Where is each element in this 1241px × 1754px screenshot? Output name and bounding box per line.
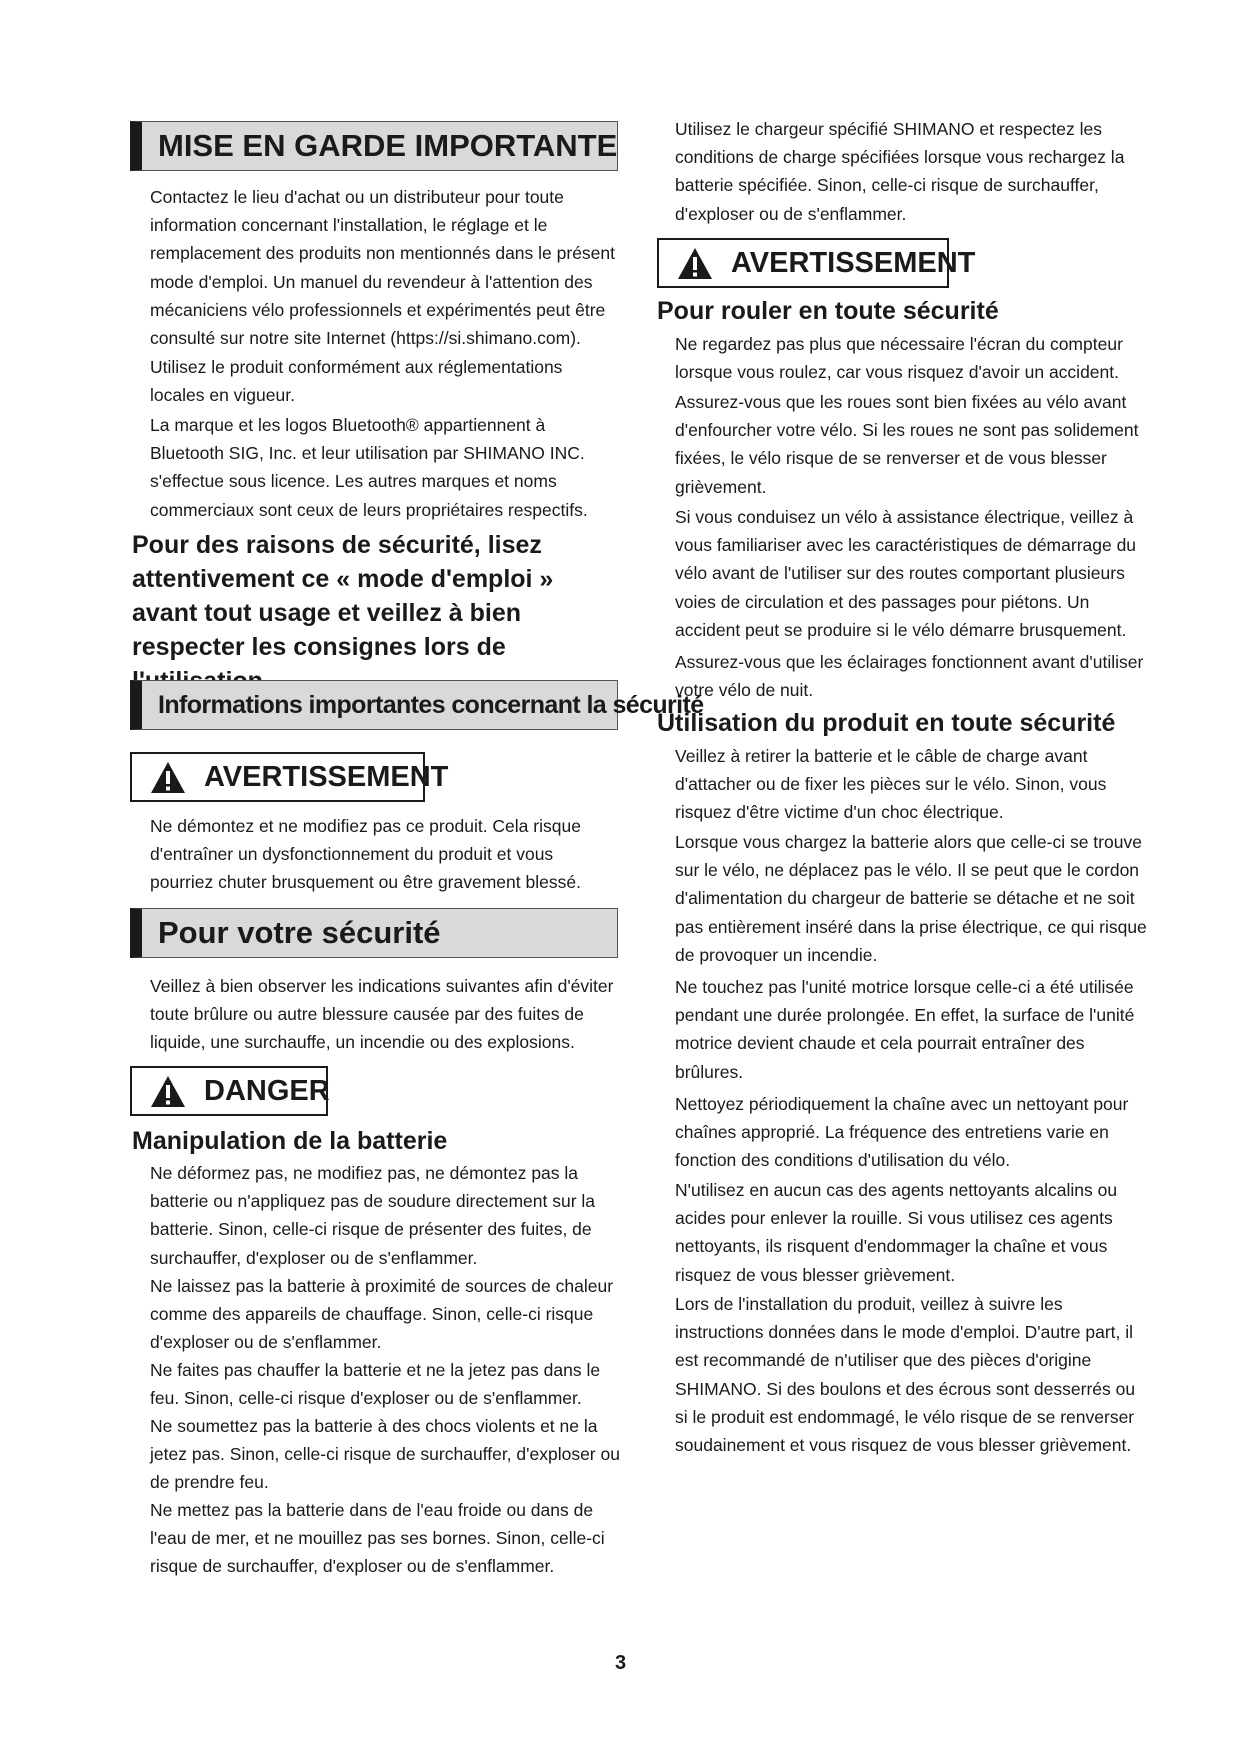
- danger-label: DANGER: [204, 1074, 330, 1107]
- charger-paragraph: Utilisez le chargeur spécifié SHIMANO et respectez les conditions de charge spécifiées lorsque vous rechargez la batterie spécifiée. Sinon, celle-ci risque de surchauffer, d'exploser ou de s'enflammer.: [675, 119, 1125, 224]
- battery-paragraph-heat-source: Ne laissez pas la batterie à proximité de sources de chaleur comme des appareils de chauffage. Sinon, celle-ci risque d'exploser ou de s'enflammer.: [150, 1276, 614, 1353]
- product-paragraph-cleaning-agents: N'utilisez en aucun cas des agents nettoyants alcalins ou acides pour enlever la rouille. Si vous utilisez ces agents nettoyants, ils risquent d'endommager la chaîne et vous risquez de vous blesser grièvement.: [675, 1180, 1118, 1285]
- ride-paragraph-screen: Ne regardez pas plus que nécessaire l'écran du compteur lorsque vous roulez, car vous risquez d'avoir un accident.: [675, 334, 1123, 383]
- battery-heading: Manipulation de la batterie: [132, 1127, 448, 1155]
- product-safety-heading: Utilisation du produit en toute sécurité: [657, 709, 1116, 737]
- page-number: 3: [614, 1652, 627, 1674]
- ride-paragraph-ebike: Si vous conduisez un vélo à assistance électrique, veillez à vous familiariser avec les caractéristiques de démarrage du vélo avant de l'utiliser sur des routes comportant plusieurs voies de circulation et des passages pour piétons. Un accident peut se produire si le vélo démarre brusquement.: [675, 507, 1137, 640]
- warning-triangle-icon: [150, 761, 186, 794]
- ride-paragraph-lights: Assurez-vous que les éclairages fonctionnent avant d'utiliser votre vélo de nuit.: [675, 652, 1144, 701]
- danger-box: [130, 1066, 328, 1116]
- ride-paragraph-wheels: Assurez-vous que les roues sont bien fixées au vélo avant d'enfourcher votre vélo. Si les roues ne sont pas solidement fixées, le vélo risque de se renverser et de vous blesser grièvement.: [675, 392, 1139, 497]
- intro-paragraph-bluetooth: La marque et les logos Bluetooth® appartiennent à Bluetooth SIG, Inc. et leur utilisation par SHIMANO INC. s'effectue sous licence. Les autres marques et noms commerciaux sont ceux de leurs propriétaires respectifs.: [150, 415, 588, 520]
- warning-label: AVERTISSEMENT: [204, 760, 449, 793]
- battery-paragraph-deform: Ne déformez pas, ne modifiez pas, ne démontez pas la batterie ou n'appliquez pas de soudure directement sur la batterie. Sinon, celle-ci risque de présenter des fuites, de surchauffer, d'exploser ou de s'enflammer.: [150, 1163, 596, 1268]
- warning-box: [130, 752, 449, 802]
- safety-reading-notice: Pour des raisons de sécurité, lisez attentivement ce « mode d'emploi » avant tout usage et veillez à bien respecter les consignes lors de: [132, 531, 554, 661]
- intro-paragraph-regulations: Utilisez le produit conformément aux réglementations locales en vigueur.: [150, 357, 563, 406]
- product-paragraph-charging: Lorsque vous chargez la batterie alors que celle-ci se trouve sur le vélo, ne déplacez pas le vélo. Il se peut que le cordon d'alimentation du chargeur de batterie se détache et ne soit pas entièrement inséré dans la prise électrique, ce qui risque de provoquer un incendie.: [675, 832, 1147, 965]
- header-mise-en-garde: MISE EN GARDE IMPORTANTE: [130, 121, 618, 171]
- battery-paragraph-water: Ne mettez pas la batterie dans de l'eau froide ou dans de l'eau de mer, et ne mouillez pas ses bornes. Sinon, celle-ci risque de surchauffer, d'exploser ou de s'enflammer.: [150, 1500, 605, 1577]
- danger-triangle-icon: [150, 1075, 186, 1108]
- product-paragraph-battery-removal: Veillez à retirer la batterie et le câble de charge avant d'attacher ou de fixer les pièces sur le vélo. Sinon, vous risquez d'être victime d'un choc électrique.: [675, 746, 1107, 823]
- warning-paragraph: Ne démontez et ne modifiez pas ce produit. Cela risque d'entraîner un dysfonctionnement du produit et vous pourriez chuter brusquement ou être gravement blessé.: [150, 816, 581, 893]
- battery-paragraph-shock: Ne soumettez pas la batterie à des chocs violents et ne la jetez pas. Sinon, celle-ci risque de surchauffer, d'exploser ou de prendre feu.: [150, 1416, 620, 1493]
- warning-triangle-icon: [677, 247, 713, 280]
- header-informations-securite: Informations importantes concernant la sécurité: [130, 680, 618, 730]
- ride-safety-heading: Pour rouler en toute sécurité: [657, 297, 999, 325]
- warning-label-right: AVERTISSEMENT: [731, 246, 976, 279]
- battery-paragraph-fire: Ne faites pas chauffer la batterie et ne la jetez pas dans le feu. Sinon, celle-ci risque d'exploser ou de s'enflammer.: [150, 1360, 601, 1409]
- product-paragraph-installation: Lors de l'installation du produit, veillez à suivre les instructions données dans le mode d'emploi. D'autre part, il est recommandé de n'utiliser que des pièces d'origine SHIMANO. Si des boulons et des écrous sont desserrés ou si le produit est endommagé, le vélo risque de se renverser soudainement et vous risquez de vous blesser grièvement.: [675, 1294, 1136, 1456]
- safety-paragraph: Veillez à bien observer les indications suivantes afin d'éviter toute brûlure ou autre blessure causée par des fuites de liquide, une surchauffe, un incendie ou des explosions.: [150, 976, 614, 1053]
- warning-box-right: [657, 238, 976, 288]
- product-paragraph-chain: Nettoyez périodiquement la chaîne avec un nettoyant pour chaînes approprié. La fréquence des entretiens varie en fonction des conditions d'utilisation du vélo.: [675, 1094, 1129, 1171]
- intro-paragraph-contact: Contactez le lieu d'achat ou un distributeur pour toute information concernant l'installation, le réglage et le remplacement des produits non mentionnés dans le présent mode d'emploi. Un manuel du revendeur à l'attention des mécaniciens vélo professionnels et expérimentés peut être consulté sur notre site Internet (https://si.shimano.com).: [150, 187, 615, 349]
- product-paragraph-motor-unit: Ne touchez pas l'unité motrice lorsque celle-ci a été utilisée pendant une durée prolongée. En effet, la surface de l'unité motrice devient chaude et cela pourrait entraîner des brûlures.: [675, 977, 1135, 1082]
- header-pour-votre-securite: Pour votre sécurité: [130, 908, 618, 958]
